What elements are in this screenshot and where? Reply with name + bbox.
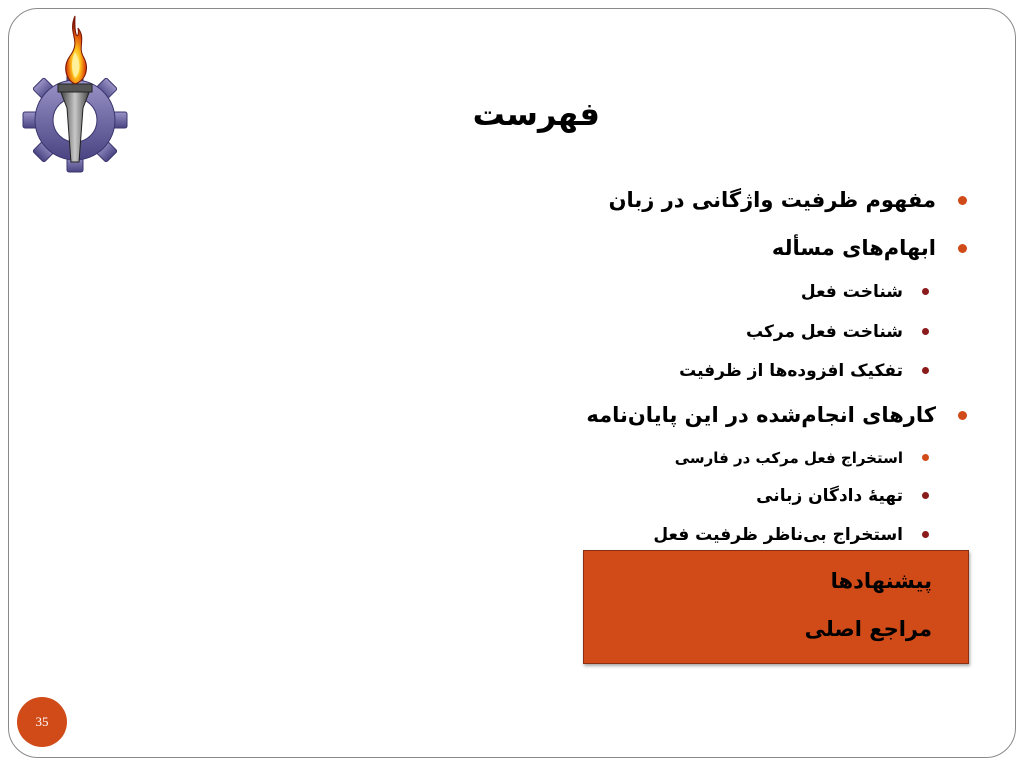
list-item	[772, 234, 980, 262]
bullet-icon	[922, 454, 929, 461]
list-item	[653, 523, 980, 547]
bullet-icon	[922, 367, 929, 374]
page-number: 35	[35, 714, 49, 729]
list-item-label: تفکیک افزوده‌ها از ظرفیت	[679, 361, 903, 381]
list-item-label: مفهوم ظرفیت واژگانی در زبان	[608, 188, 936, 212]
bullet-icon	[958, 411, 967, 420]
bullet-icon	[958, 244, 967, 253]
list-item	[756, 484, 980, 508]
list-item-label: استخراج بی‌ناظر ظرفیت فعل	[653, 525, 903, 545]
highlighted-item: مراجع اصلی	[804, 617, 932, 641]
torch-gear-icon	[20, 12, 136, 182]
list-item	[801, 280, 980, 304]
bullet-icon	[922, 328, 929, 335]
list-item-label: تهیهٔ دادگان زبانی	[756, 486, 903, 506]
list-item-label: شناخت فعل مرکب	[745, 322, 903, 342]
bullet-icon	[958, 196, 967, 205]
list-item	[679, 359, 980, 383]
list-item-label: شناخت فعل	[800, 282, 903, 302]
page-number-badge	[17, 697, 67, 747]
bullet-icon	[922, 531, 929, 538]
list-item-label: کارهای انجام‌شده در این پایان‌نامه	[586, 403, 936, 427]
list-item-label: ابهام‌های مسأله	[771, 236, 936, 260]
highlighted-item: پیشنهادها	[830, 569, 932, 593]
list-item	[609, 186, 980, 214]
list-item	[675, 446, 980, 470]
list-item-label: استخراج فعل مرکب در فارسی	[674, 449, 903, 467]
bullet-icon	[922, 492, 929, 499]
slide-title: فهرست	[472, 95, 600, 133]
highlight-box	[583, 550, 969, 664]
outline-list	[560, 0, 980, 560]
list-item	[586, 401, 980, 429]
list-item	[746, 320, 980, 344]
bullet-icon	[922, 288, 929, 295]
